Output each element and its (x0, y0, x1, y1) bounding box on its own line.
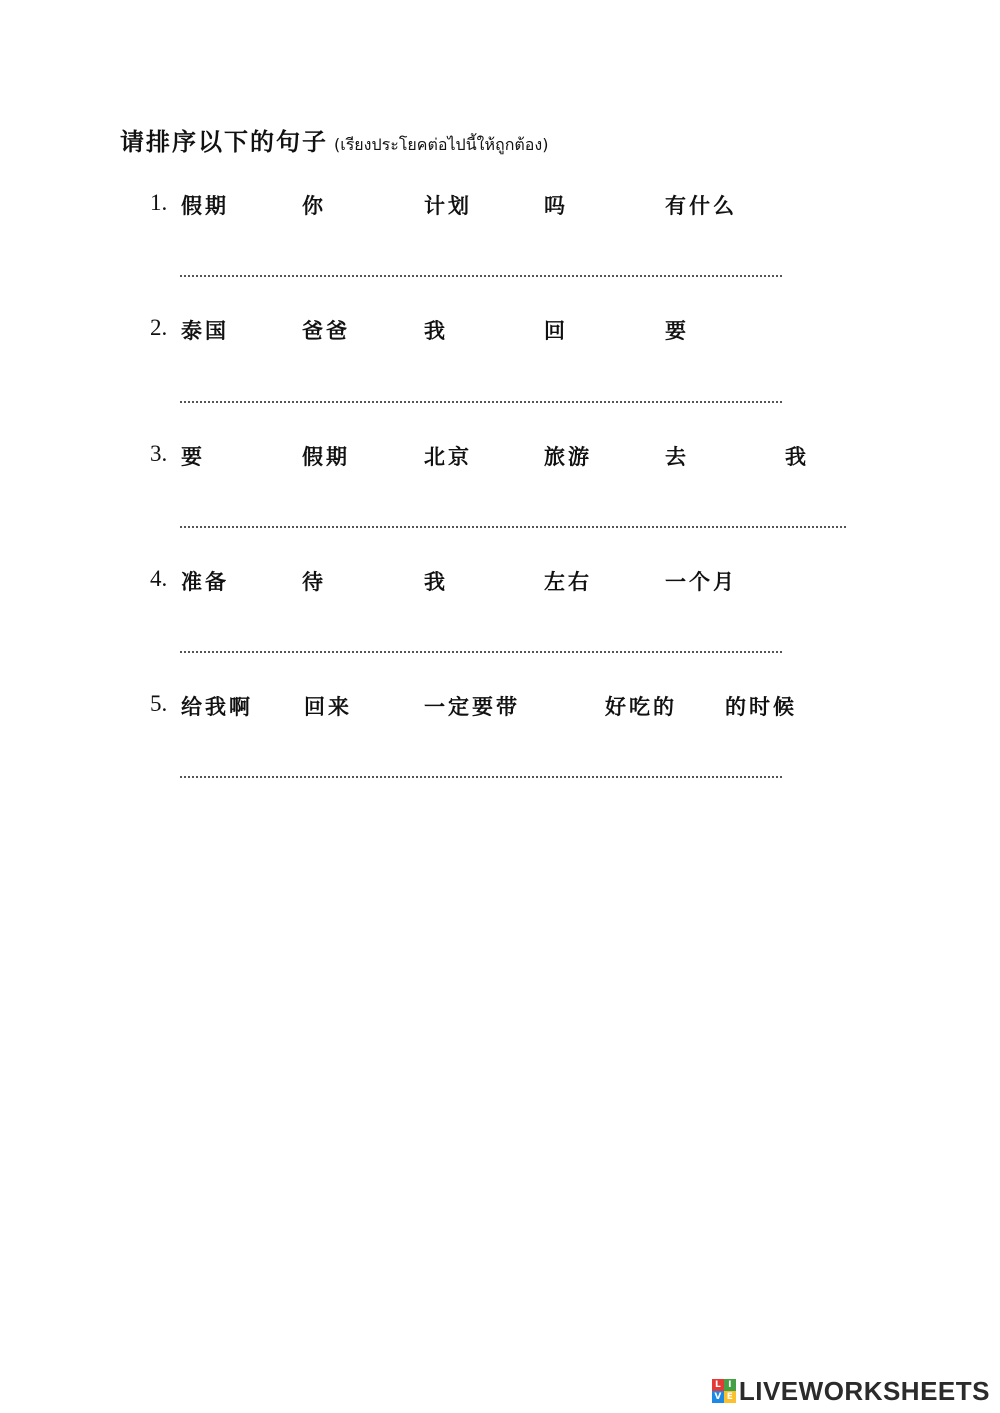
word-tile[interactable]: 泰国 (181, 318, 229, 343)
question-3 (0, 441, 1000, 481)
word-tile[interactable]: 好吃的 (605, 694, 677, 719)
worksheet-title (120, 122, 548, 158)
word-tile[interactable]: 假期 (181, 193, 229, 218)
word-tile[interactable]: 要 (665, 318, 689, 343)
title-thai: (เรียงประโยคต่อไปนี้ให้ถูกต้อง) (334, 135, 549, 154)
word-tile[interactable]: 假期 (302, 444, 350, 469)
word-tile[interactable]: 我 (424, 318, 448, 343)
word-tile[interactable]: 计划 (424, 193, 472, 218)
word-tile[interactable]: 的时候 (725, 694, 797, 719)
question-number: 5. (150, 691, 168, 716)
badge-letter: I (724, 1379, 736, 1391)
word-tile[interactable]: 我 (785, 444, 809, 469)
word-tile[interactable]: 要 (181, 444, 205, 469)
word-tile[interactable]: 一定要带 (424, 694, 520, 719)
word-tile[interactable]: 回 (544, 318, 568, 343)
word-tile[interactable]: 有什么 (665, 193, 737, 218)
answer-line-2[interactable] (180, 401, 782, 403)
word-tile[interactable]: 给我啊 (181, 694, 253, 719)
question-number: 2. (150, 315, 168, 340)
answer-line-3[interactable] (180, 526, 846, 528)
word-tile[interactable]: 吗 (544, 193, 568, 218)
word-tile[interactable]: 去 (665, 444, 689, 469)
answer-line-4[interactable] (180, 651, 782, 653)
word-tile[interactable]: 左右 (544, 569, 592, 594)
word-tile[interactable]: 准备 (181, 569, 229, 594)
word-tile[interactable]: 我 (424, 569, 448, 594)
question-number: 3. (150, 441, 168, 466)
badge-letter: V (712, 1391, 724, 1403)
word-tile[interactable]: 回来 (304, 694, 352, 719)
answer-line-5[interactable] (180, 776, 782, 778)
word-tile[interactable]: 旅游 (544, 444, 592, 469)
question-5 (0, 691, 1000, 731)
word-tile[interactable]: 爸爸 (302, 318, 350, 343)
question-number: 1. (150, 190, 168, 215)
word-tile[interactable]: 待 (302, 569, 326, 594)
word-tile[interactable]: 一个月 (665, 569, 737, 594)
word-tile[interactable]: 你 (302, 193, 326, 218)
logo-text: LIVEWORKSHEETS (738, 1375, 990, 1406)
question-number: 4. (150, 566, 168, 591)
badge-letter: E (724, 1391, 736, 1403)
question-2 (0, 315, 1000, 355)
badge-letter: L (712, 1379, 724, 1391)
answer-line-1[interactable] (180, 275, 782, 277)
logo-badge-icon (712, 1379, 736, 1403)
question-4 (0, 566, 1000, 606)
liveworksheets-logo (712, 1377, 990, 1405)
word-tile[interactable]: 北京 (424, 444, 472, 469)
title-chinese: 请排序以下的句子 (120, 127, 328, 156)
question-1 (0, 190, 1000, 230)
